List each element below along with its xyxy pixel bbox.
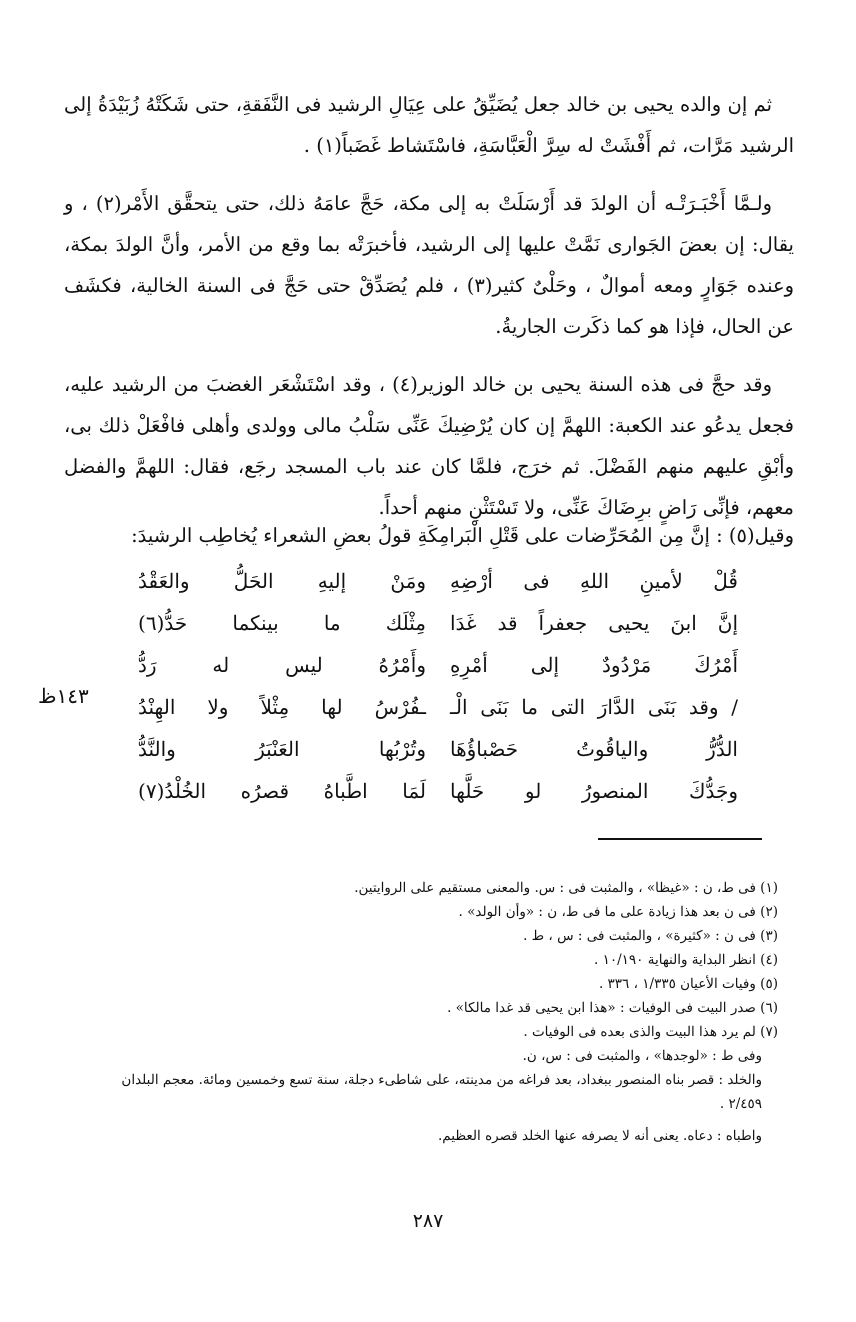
verse-first-hemistich: / وقد بَنَى الدَّارَ التى ما بَنَى الْـ [450, 695, 738, 719]
verse-second-hemistich: ومَنْ إليهِ الحَلُّ والعَقْدُ [138, 569, 426, 593]
spacer [98, 1116, 778, 1124]
footnote-continuation: والخلد : قصر بناه المنصور ببغداد، بعد فراغه من مدينته، على شاطىء دجلة، سنة تسع وخمسين ومائة. معجم البلدان ٢/٤٥٩ . [121, 1072, 762, 1112]
footnote: (٢) فى ن بعد هذا زيادة على ما فى ط، ن : «وأن الولد» . [458, 904, 778, 920]
footnote-continuation: واطباه : دعاه. يعنى أنه لا يصرفه عنها الخلد قصره العظيم. [437, 1128, 762, 1144]
footnote-continuation: وفى ط : «لوجدها» ، والمثبت فى : س، ن. [522, 1048, 762, 1064]
verse-first-hemistich: إنَّ ابنَ يحيى جعفراً قد غَدَا [450, 611, 738, 635]
verse-first-hemistich: الدُّرُّ والياقُوتُ حَصْباؤُهَا [450, 737, 738, 761]
footnote: (٤) انظر البداية والنهاية ١٠/١٩٠ . [594, 952, 778, 968]
verse-line [138, 728, 738, 770]
verse-introduction: وقيل(٥) : إنَّ مِن المُحَرِّضات على قَتْلِ الْبَرامِكَةِ قولُ بعضِ الشعراء يُخاطِب الرشيدَ: [131, 524, 794, 547]
page-number: ٢٨٧ [412, 1210, 444, 1232]
footnotes [98, 876, 778, 1148]
verse-second-hemistich: لَمَا اطَّباهُ قصرُه الخُلْدُ(٧) [138, 779, 426, 803]
footnote: (٦) صدر البيت فى الوفيات : «هذا ابن يحيى قد غدا مالكا» . [447, 1000, 778, 1016]
verse-line [138, 686, 738, 728]
footnote: (٧) لم يرد هذا البيت والذى بعده فى الوفيات . [523, 1024, 778, 1040]
main-text [64, 84, 794, 545]
verse-first-hemistich: أَمْرُكَ مَرْدُودٌ إلى أمْرِهِ [450, 653, 738, 677]
poem [138, 560, 738, 812]
verse-first-hemistich: وجَدُّكَ المنصورُ لو حَلَّها [450, 779, 738, 803]
verse-line [138, 770, 738, 812]
paragraph-2: ولـمَّا أَخْبَـرَتْـه أن الولدَ قد أَرْسَلَتْ به إلى مكة، حَجَّ عامَهُ ذلك، حتى يتحقَّق الأَمْر(٢) ، و يقال: إن بعضَ الجَوارى نَمَّتْ عليها إلى الرشيد، فأخبرَتْه بما وقع من الأمر، وأنَّ الولدَ بمكة، وعنده جَوَارٍ ومعه أموالٌ ، وحَلْىٌ كثير(٣) ، فلم يُصَدِّقْ حتى حَجَّ فى السنة الخالية، فكشَف عن الحال، فإذا هو كما ذكَرت الجاريةُ. [64, 192, 795, 338]
manuscript-folio-marker: ١٤٣ظ [38, 684, 89, 708]
footnote: (١) فى ط، ن : «غيظا» ، والمثبت فى : س. والمعنى مستقيم على الروايتين. [354, 880, 778, 896]
footnote: (٣) فى ن : «كثيرة» ، والمثبت فى : س ، ط . [523, 928, 778, 944]
verse-first-hemistich: قُلْ لأمينِ اللهِ فى أرْضِهِ [450, 569, 738, 593]
paragraph-3: وقد حجَّ فى هذه السنة يحيى بن خالد الوزير(٤) ، وقد اسْتَشْعَر الغضبَ من الرشيد عليه، فجعل يدعُو عند الكعبة: اللهمَّ إن كان يُرْضِيكَ عَنِّى سَلْبُ مالى وولدى وأهلى فافْعَلْ ذلك بى، وأبْقِ عليهم منهم الفَضْلَ. ثم خرَج، فلمَّا كان عند باب المسجد رجَع، فقال: اللهمَّ والفضل معهم، فإنِّى رَاضٍ برِضَاكَ عَنِّى، ولا تَسْتَثْنِ منهم أحداً. [64, 373, 794, 519]
verse-line [138, 602, 738, 644]
verse-second-hemistich: وأَمْرُهُ ليس له رَدُّ [138, 653, 426, 677]
verse-line [138, 560, 738, 602]
verse-second-hemistich: ـفُرْسُ لها مِثْلاً ولا الهِنْدُ [138, 695, 426, 719]
verse-line [138, 644, 738, 686]
footnote-separator [598, 838, 762, 840]
footnote: (٥) وفيات الأعيان ١/٣٣٥ ، ٣٣٦ . [598, 976, 778, 992]
verse-second-hemistich: مِثْلَك ما بينكما حَدُّ(٦) [138, 611, 426, 635]
verse-second-hemistich: وتُرْبُها العَنْبَرُ والنَّدُّ [138, 737, 426, 761]
paragraph-1: ثم إن والده يحيى بن خالد جعل يُضَيِّقُ على عِيَالِ الرشيد فى النَّفَقةِ، حتى شَكَتْهُ زُبَيْدَةُ إلى الرشيد مَرَّات، ثم أَفْشَتْ له سِرَّ الْعَبَّاسَةِ، فاسْتَشاط غَضَباً(١) . [64, 93, 794, 157]
